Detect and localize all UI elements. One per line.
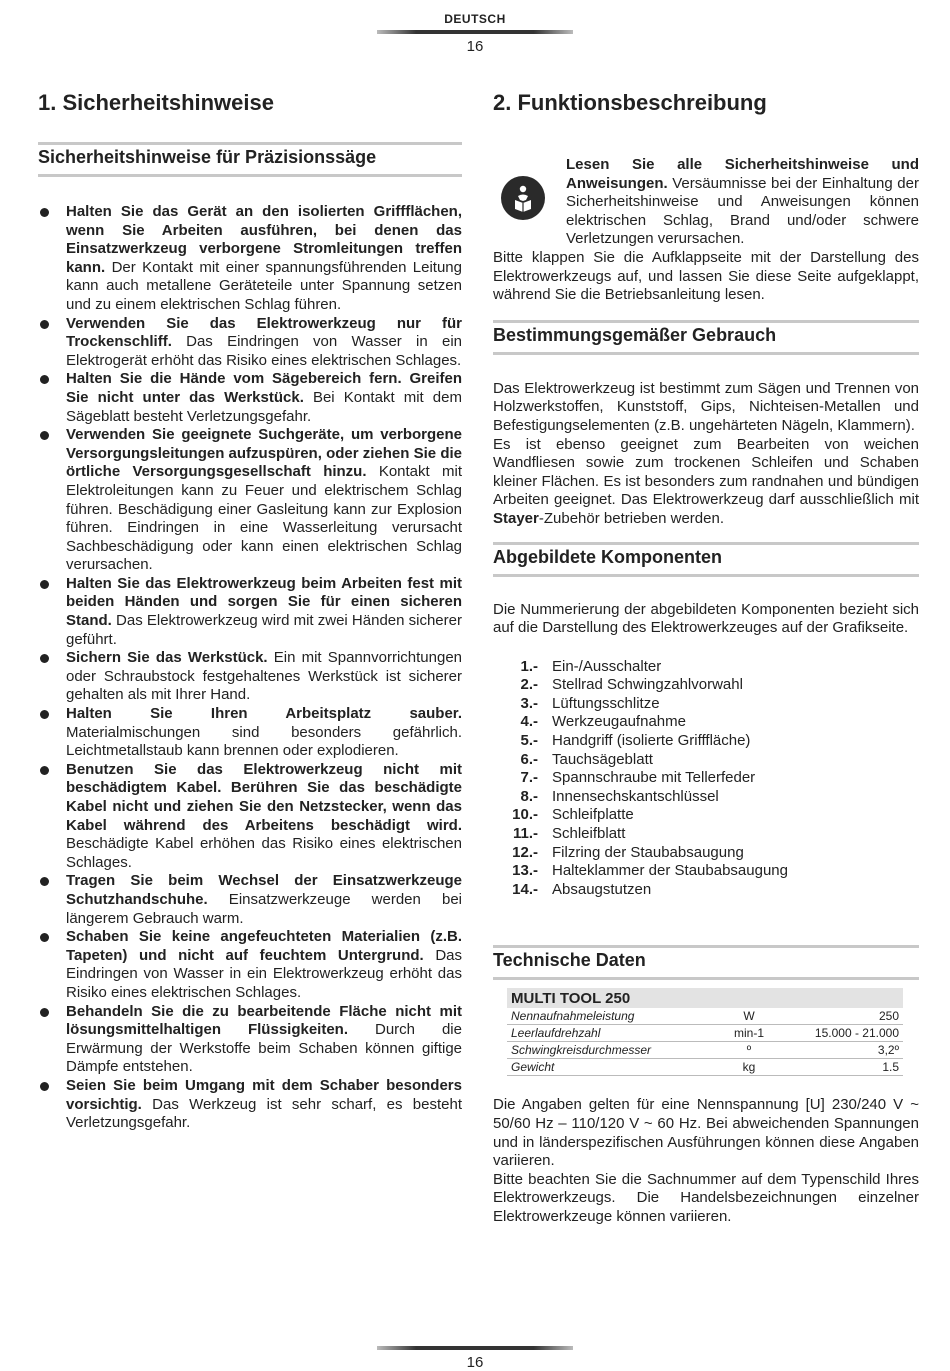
component-item: 14.- Absaugstutzen	[512, 880, 652, 898]
safety-bullet: Seien Sie beim Umgang mit dem Schaber besonders vorsichtig. Das Werkzeug ist sehr scharf, es besteht Verletzungsgefahr.	[38, 1077, 462, 1133]
right-column	[493, 90, 919, 1227]
components-intro: Die Nummerierung der abgebildeten Komponenten bezieht sich auf die Darstellung des Elektrowerkzeuges auf der Grafikseite.	[493, 600, 919, 637]
bullet-dot-icon	[40, 710, 49, 719]
safety-bullet: Halten Sie das Elektrowerkzeug beim Arbeiten fest mit beiden Händen und sorgen Sie für einen sicheren Stand. Das Elektrowerkzeug wird mit zwei Händen sicherer geführt.	[38, 575, 462, 649]
bullet-dot-icon	[40, 877, 49, 886]
safety-bullet: Halten Sie Ihren Arbeitsplatz sauber. Materialmischungen sind besonders gefährlich. Leichtmetallstaub kann brennen oder explodieren.	[38, 705, 462, 761]
component-item: 12.- Filzring der Staubabsaugung	[512, 843, 744, 861]
component-item: 1.- Ein-/Ausschalter	[520, 657, 662, 675]
left-column	[38, 90, 462, 1133]
component-item: 5.- Handgriff (isolierte Grifffläche)	[520, 732, 751, 750]
read-manual-icon	[501, 176, 545, 220]
tech-data-table	[507, 988, 903, 1076]
brand-name: Stayer	[493, 509, 539, 527]
component-item: 2.- Stellrad Schwingzahlvorwahl	[520, 676, 743, 694]
safety-bullet: Sichern Sie das Werkstück. Ein mit Spannvorrichtungen oder Schraubstock festgehaltenes Werkstück ist sicherer gehalten als mit Ihrer Hand.	[38, 649, 462, 705]
bullet-dot-icon	[40, 654, 49, 663]
tech-data-title: Technische Daten	[493, 945, 919, 980]
component-item: 3.- Lüftungsschlitze	[520, 694, 660, 712]
footer-divider	[377, 1346, 573, 1350]
header-divider	[377, 30, 573, 34]
intended-use-p2: Es ist ebenso geeignet zum Bearbeiten von weichen Wandfliesen sowie zum trockenen Schleifen und Schaben kleiner Flächen. Es ist besonders zum randnahen und bündigen Arbeiten geeignet. Das Elektrowerkzeug darf ausschließlich mit Stayer-Zubehör betrieben werden.	[493, 435, 919, 527]
components-list	[493, 658, 919, 900]
bullet-dot-icon	[40, 580, 49, 589]
bullet-dot-icon	[40, 1008, 49, 1017]
bullet-dot-icon	[40, 320, 49, 329]
tech-note-1: Die Angaben gelten für eine Nennspannung [U] 230/240 V ~ 50/60 Hz – 110/120 V ~ 60 Hz. Bei abweichenden Spannungen und in länderspezifischen Ausführungen können diese Angaben variieren.	[493, 1096, 919, 1170]
header-page-number: 16	[466, 38, 484, 55]
safety-bullet: Halten Sie das Gerät an den isolierten Griffflächen, wenn Sie Arbeiten ausführen, bei denen das Einsatzwerkzeug verborgene Stromleitungen treffen kann. Der Kontakt mit einer spannungsführenden Leitung kann auch metallene Geräteteile unter Spannung setzen und zu einem elektrischen Schlag führen.	[38, 203, 462, 315]
safety-bullet: Verwenden Sie geeignete Suchgeräte, um verborgene Versorgungsleitungen aufzuspüren, oder ziehen Sie die örtliche Versorgungsgesellschaft hinzu. Kontakt mit Elektroleitungen kann zu Feuer und elektrischem Schlag führen. Beschädigung einer Gasleitung kann zur Explosion führen. Eindringen in eine Wasserleitung verursacht Sachbeschädigung oder kann einen elektrischen Schlag verursachen.	[38, 426, 462, 575]
bullet-dot-icon	[40, 208, 49, 217]
tech-row: Schwingkreisdurchmesser º 3,2º	[507, 1042, 903, 1059]
component-item: 4.- Werkzeugaufnahme	[520, 713, 686, 731]
tech-model: MULTI TOOL 250	[507, 988, 903, 1008]
component-item: 7.- Spannschraube mit Tellerfeder	[520, 769, 756, 787]
intended-use-title: Bestimmungsgemäßer Gebrauch	[493, 320, 919, 355]
bullet-dot-icon	[40, 431, 49, 440]
component-item: 10.- Schleifplatte	[512, 806, 634, 824]
header-language: DEUTSCH	[444, 12, 506, 26]
safety-bullet: Schaben Sie keine angefeuchteten Materialien (z.B. Tapeten) und nicht auf feuchtem Untergrund. Das Eindringen von Wasser in ein Elektrowerkzeug erhöht das Risiko eines elektrischen Schlages.	[38, 928, 462, 1002]
intro-text: Versäumnisse bei der Einhaltung der Sicherheitshinweise und Anweisungen können elektrischen Schlag, Brand und/oder schwere Verletzungen verursachen.	[566, 174, 919, 248]
bullet-dot-icon	[40, 766, 49, 775]
components-title: Abgebildete Komponenten	[493, 542, 919, 577]
tech-row: Gewicht kg 1.5	[507, 1059, 903, 1076]
bullet-dot-icon	[40, 1082, 49, 1091]
intro-text-2: Bitte klappen Sie die Aufklappseite mit der Darstellung des Elektrowerkzeugs auf, und lassen Sie diese Seite aufgeklappt, während Sie die Betriebsanleitung lesen.	[493, 248, 919, 304]
component-item: 11.- Schleifblatt	[512, 825, 626, 843]
safety-bullet: Benutzen Sie das Elektrowerkzeug nicht mit beschädigtem Kabel. Berühren Sie das beschädigte Kabel nicht und ziehen Sie den Netzstecker, wenn das Kabel während des Arbeitens beschädigt wird. Beschädigte Kabel erhöhen das Risiko eines elektrischen Schlages.	[38, 761, 462, 873]
tech-note-2: Bitte beachten Sie die Sachnummer auf dem Typenschild Ihres Elektrowerkzeugs. Die Handelsbezeichnungen einzelner Elektrowerkzeuge können variieren.	[493, 1170, 919, 1225]
component-item: 8.- Innensechskantschlüssel	[520, 787, 719, 805]
function-title: 2. Funktionsbeschreibung	[493, 90, 767, 115]
safety-bullet: Verwenden Sie das Elektrowerkzeug nur für Trockenschliff. Das Eindringen von Wasser in ein Elektrogerät erhöht das Risiko eines elektrischen Schlages.	[38, 315, 462, 371]
safety-bullet: Tragen Sie beim Wechsel der Einsatzwerkzeuge Schutzhandschuhe. Einsatzwerkzeuge werden bei längerem Gebrauch warm.	[38, 872, 462, 928]
component-item: 6.- Tauchsägeblatt	[520, 750, 653, 768]
tech-row: Leerlaufdrehzahl min-1 15.000 - 21.000	[507, 1025, 903, 1042]
component-item: 13.- Halteklammer der Staubabsaugung	[512, 862, 788, 880]
bullet-dot-icon	[40, 933, 49, 942]
intro-bold: Lesen Sie alle Sicherheitshinweise und Anweisungen.	[566, 156, 919, 192]
safety-section-title: Sicherheitshinweise für Präzisionssäge	[38, 142, 462, 177]
bullet-dot-icon	[40, 375, 49, 384]
safety-bullet: Behandeln Sie die zu bearbeitende Fläche nicht mit lösungsmittelhaltigen Flüssigkeiten. Durch die Erwärmung der Werkstoffe beim Schaben können giftige Dämpfe entstehen.	[38, 1003, 462, 1077]
tech-row: Nennaufnahmeleistung W 250	[507, 1008, 903, 1025]
footer-page-number: 16	[466, 1354, 484, 1371]
safety-bullet: Halten Sie die Hände vom Sägebereich fern. Greifen Sie nicht unter das Werkstück. Bei Kontakt mit dem Sägeblatt besteht Verletzungsgefahr.	[38, 370, 462, 426]
read-instructions-block	[493, 156, 919, 305]
safety-bullet-list	[38, 203, 462, 1133]
intended-use-p1: Das Elektrowerkzeug ist bestimmt zum Sägen und Trennen von Holzwerkstoffen, Kunststoff, Gips, Nichteisen-Metallen und Befestigungselementen (z.B. ungehärteten Nägeln, Klammern).	[493, 379, 919, 434]
safety-title: 1. Sicherheitshinweise	[38, 90, 274, 115]
